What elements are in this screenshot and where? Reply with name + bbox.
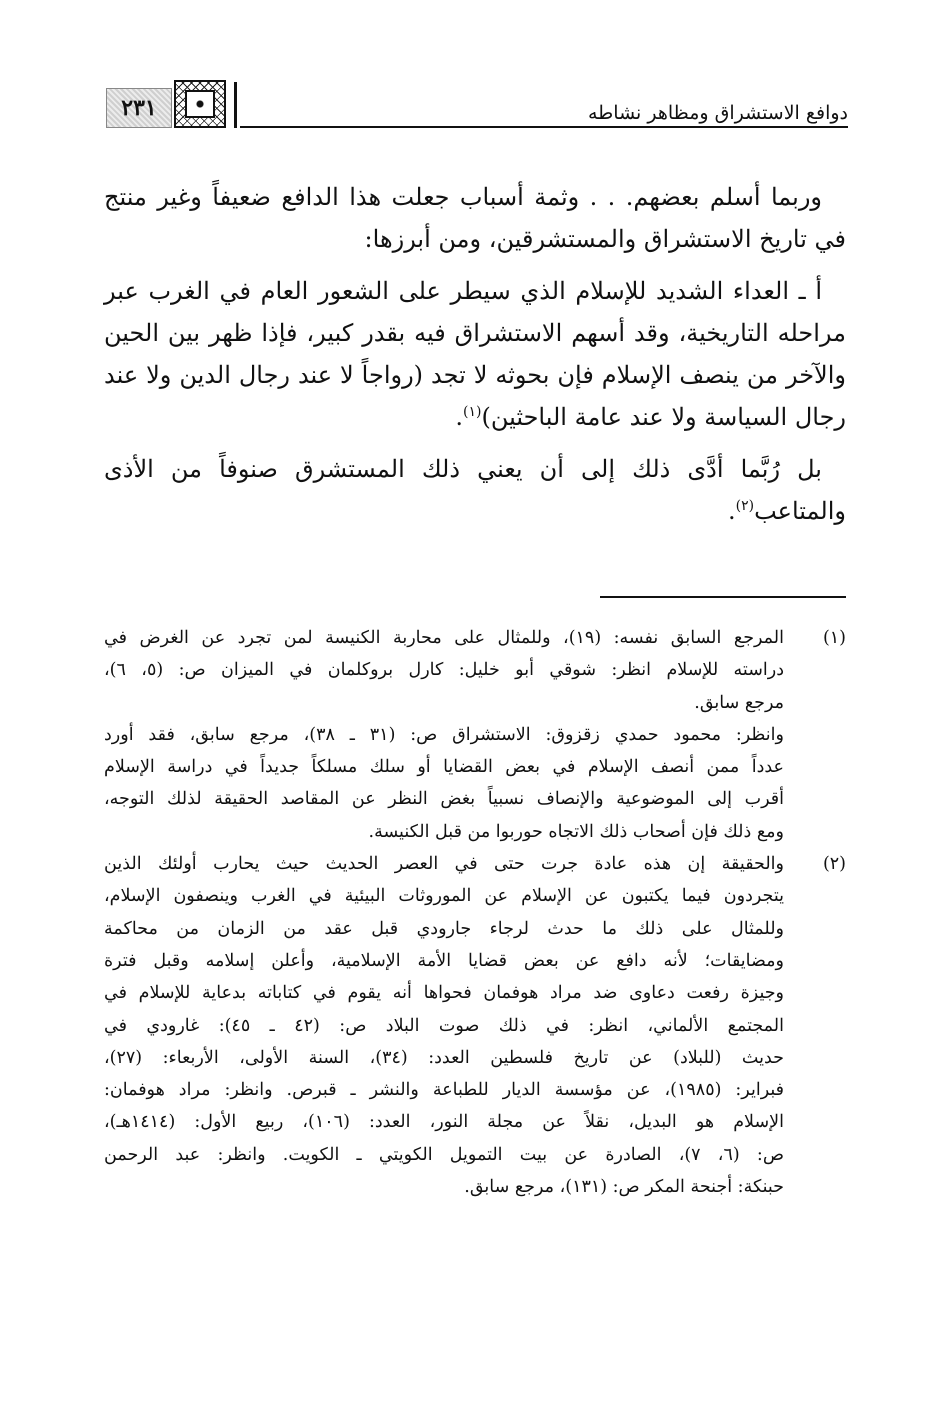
paragraph-2-text: أ ـ العداء الشديد للإسلام الذي سيطر على الشعور العام في الغرب عبر مراحله التاريخية، وقد أسهم الاستشراق فيه بقدر كبير، فإذا ظهر بين الحين والآخر من ينصف الإسلام فإن بحوثه لا تجد (رواجاً لا عند رجال الدين ولا عند رجال السياسة ولا عند عامة الباحثين) — [104, 277, 846, 431]
footnote-line: والحقيقة إن هذه عادة جرت حتى في العصر الحديث حيث يحارب أولئك الذين — [104, 854, 784, 875]
paragraph-2 — [104, 270, 846, 438]
footnote-number: (٢) — [822, 854, 846, 875]
footnote-line: مرجع سابق. — [694, 692, 784, 713]
footnote-line: حديث (للبلاد) عن تاريخ فلسطين العدد: (٣٤)، السنة الأولى، الأربعاء: (٢٧)، — [104, 1047, 784, 1068]
header-rule — [240, 126, 848, 128]
paragraph-3-text: بل رُبَّما أدَّى ذلك إلى أن يعني ذلك المستشرق صنوفاً من الأذى والمتاعب — [104, 455, 846, 525]
footnote-ref-1[interactable]: (١) — [463, 404, 482, 420]
footnote-line: أقرب إلى الموضوعية والإنصاف نسبياً بغض النظر عن المقاصد الحقيقة لذلك التوجه، — [104, 789, 784, 810]
running-header — [100, 66, 848, 134]
footnote-line: المرجع السابق نفسه: (١٩)، وللمثال على محاربة الكنيسة لمن تجرد عن الغرض في — [104, 628, 784, 648]
paragraph-1-text: وربما أسلم بعضهم. . . وثمة أسباب جعلت هذا الدافع ضعيفاً وغير منتج في تاريخ الاستشراق والمستشرقين، ومن أبرزها: — [104, 183, 846, 253]
footnote-line: المجتمع الألماني، انظر: في ذلك صوت البلاد ص: (٤٢ ـ ٤٥): غارودي في — [104, 1015, 784, 1036]
footnote-ref-2[interactable]: (٢) — [735, 498, 755, 514]
main-text — [104, 176, 846, 542]
header-divider — [234, 82, 237, 128]
footnote-line: وللمثال على ذلك ما حدث لرجاء جارودي قبل عقد من الزمان من محاكمة — [104, 918, 784, 939]
paragraph-2-body — [104, 270, 846, 438]
paragraph-3-end: . — [728, 497, 736, 525]
footnote-line: عدداً ممن أنصف الإسلام في بعض القضايا أو سلك مسلكاً جديداً في دراسة الإسلام — [104, 757, 784, 778]
paragraph-3 — [104, 448, 846, 532]
footnote-line: الإسلام هو البديل، نقلاً عن مجلة النور، العدد: (١٠٦)، ربيع الأول: (١٤١٤هـ)، — [104, 1112, 785, 1133]
page-number-box — [106, 88, 172, 128]
footnote-line: وجيزة رفعت دعاوى ضد مراد هوفمان فحواها أنه يقوم في كتاباته بدعاية للإسلام في — [104, 983, 784, 1004]
footnote-line: فبراير: (١٩٨٥)، عن مؤسسة الديار للطباعة والنشر ـ قبرص. وانظر: مراد هوفمان: — [104, 1080, 785, 1101]
footnote-number: (١) — [822, 628, 846, 648]
footnote-2 — [104, 848, 846, 1203]
page-number: ٢٣١ — [121, 95, 157, 121]
running-title: دوافع الاستشراق ومظاهر نشاطه — [587, 102, 848, 124]
footnote-line: ومضايقات؛ لأنه دافع عن بعض قضايا الأمة الإسلامية، وأعلن إسلامه وقبل فترة — [104, 950, 784, 971]
footnote-line: ص: (٦، ٧)، الصادرة عن بيت التمويل الكويتي ـ الكويت. وانظر: عبد الرحمن — [104, 1144, 784, 1165]
ornament-icon — [174, 80, 226, 128]
footnote-line: وانظر: محمود حمدي زقزوق: الاستشراق ص: (٣١ ـ ٣٨)، مرجع سابق، فقد أورد — [104, 724, 784, 745]
footnote-line: دراسته للإسلام انظر: شوقي أبو خليل: كارل بروكلمان في الميزان ص: (٥، ٦)، — [104, 660, 784, 681]
paragraph-2-end: . — [455, 403, 463, 431]
footnote-line: حبنكة: أجنحة المكر ص: (١٣١)، مرجع سابق. — [464, 1177, 784, 1198]
footnote-1 — [104, 622, 846, 848]
footnote-line: ومع ذلك فإن أصحاب ذلك الاتجاه حوربوا من قبل الكنيسة. — [368, 821, 784, 842]
footnotes — [104, 622, 846, 1203]
paragraph-3-body — [104, 448, 846, 532]
footnote-separator — [600, 596, 846, 598]
footnote-line: يتجردون فيما يكتبون عن الإسلام عن الموروثات البيئية في الغرب وينصفون الإسلام، — [104, 886, 784, 907]
paragraph-1 — [104, 176, 846, 260]
